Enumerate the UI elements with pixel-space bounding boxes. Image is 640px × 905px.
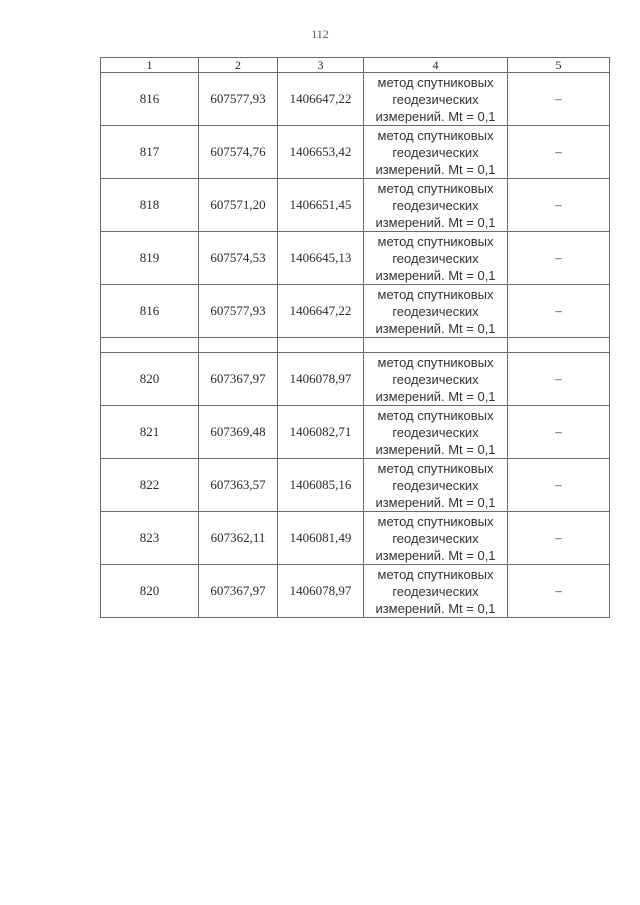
method-line: геодезических	[392, 477, 479, 493]
y-coordinate-cell: 1406647,22	[278, 285, 364, 338]
method-cell	[364, 512, 508, 565]
note-cell: –	[508, 406, 610, 459]
method-line: измерений. Mt = 0,1	[375, 547, 496, 563]
y-coordinate-cell: 1406653,42	[278, 126, 364, 179]
spacer-cell	[508, 338, 610, 353]
method-cell	[364, 406, 508, 459]
spacer-cell	[278, 338, 364, 353]
y-coordinate-cell: 1406078,97	[278, 353, 364, 406]
method-line: геодезических	[392, 583, 479, 599]
table-row	[101, 512, 610, 565]
y-coordinate-cell: 1406081,49	[278, 512, 364, 565]
method-line: измерений. Mt = 0,1	[375, 441, 496, 457]
note-cell: –	[508, 565, 610, 618]
method-line: измерений. Mt = 0,1	[375, 600, 496, 616]
note-cell: –	[508, 353, 610, 406]
method-line: метод спутниковых	[377, 354, 494, 370]
note-cell: –	[508, 126, 610, 179]
column-header-2: 2	[199, 58, 278, 73]
column-header-5: 5	[508, 58, 610, 73]
note-cell: –	[508, 232, 610, 285]
x-coordinate-cell: 607367,97	[199, 353, 278, 406]
point-number-cell: 821	[101, 406, 199, 459]
method-line: геодезических	[392, 303, 479, 319]
method-line: измерений. Mt = 0,1	[375, 320, 496, 336]
method-line: измерений. Mt = 0,1	[375, 494, 496, 510]
method-cell	[364, 285, 508, 338]
method-cell	[364, 126, 508, 179]
method-line: геодезических	[392, 91, 479, 107]
spacer-row	[101, 338, 610, 353]
method-cell	[364, 179, 508, 232]
x-coordinate-cell: 607571,20	[199, 179, 278, 232]
method-cell	[364, 565, 508, 618]
x-coordinate-cell: 607577,93	[199, 285, 278, 338]
y-coordinate-cell: 1406647,22	[278, 73, 364, 126]
x-coordinate-cell: 607363,57	[199, 459, 278, 512]
spacer-cell	[101, 338, 199, 353]
y-coordinate-cell: 1406082,71	[278, 406, 364, 459]
method-cell	[364, 459, 508, 512]
method-line: измерений. Mt = 0,1	[375, 161, 496, 177]
note-cell: –	[508, 459, 610, 512]
method-cell	[364, 353, 508, 406]
x-coordinate-cell: 607574,76	[199, 126, 278, 179]
point-number-cell: 820	[101, 565, 199, 618]
method-line: метод спутниковых	[377, 74, 494, 90]
point-number-cell: 816	[101, 73, 199, 126]
column-header-3: 3	[278, 58, 364, 73]
table-row	[101, 406, 610, 459]
point-number-cell: 818	[101, 179, 199, 232]
x-coordinate-cell: 607362,11	[199, 512, 278, 565]
note-cell: –	[508, 179, 610, 232]
method-line: метод спутниковых	[377, 513, 494, 529]
table-row	[101, 73, 610, 126]
note-cell: –	[508, 512, 610, 565]
method-line: метод спутниковых	[377, 127, 494, 143]
y-coordinate-cell: 1406651,45	[278, 179, 364, 232]
x-coordinate-cell: 607577,93	[199, 73, 278, 126]
method-line: геодезических	[392, 197, 479, 213]
table-header-row	[101, 58, 610, 73]
column-header-4: 4	[364, 58, 508, 73]
method-line: метод спутниковых	[377, 233, 494, 249]
method-line: геодезических	[392, 144, 479, 160]
method-line: метод спутниковых	[377, 566, 494, 582]
point-number-cell: 823	[101, 512, 199, 565]
point-number-cell: 822	[101, 459, 199, 512]
coordinates-table	[100, 57, 610, 618]
method-cell	[364, 232, 508, 285]
note-cell: –	[508, 73, 610, 126]
point-number-cell: 817	[101, 126, 199, 179]
spacer-cell	[364, 338, 508, 353]
table-row	[101, 179, 610, 232]
method-line: измерений. Mt = 0,1	[375, 214, 496, 230]
method-line: геодезических	[392, 371, 479, 387]
method-line: метод спутниковых	[377, 286, 494, 302]
method-line: измерений. Mt = 0,1	[375, 388, 496, 404]
table-row	[101, 459, 610, 512]
note-cell: –	[508, 285, 610, 338]
method-line: геодезических	[392, 530, 479, 546]
x-coordinate-cell: 607369,48	[199, 406, 278, 459]
point-number-cell: 816	[101, 285, 199, 338]
method-line: метод спутниковых	[377, 180, 494, 196]
y-coordinate-cell: 1406078,97	[278, 565, 364, 618]
point-number-cell: 819	[101, 232, 199, 285]
x-coordinate-cell: 607574,53	[199, 232, 278, 285]
method-line: геодезических	[392, 424, 479, 440]
table-row	[101, 565, 610, 618]
table-row	[101, 285, 610, 338]
method-line: геодезических	[392, 250, 479, 266]
method-line: измерений. Mt = 0,1	[375, 267, 496, 283]
page-number: 112	[311, 27, 329, 41]
point-number-cell: 820	[101, 353, 199, 406]
method-cell	[364, 73, 508, 126]
y-coordinate-cell: 1406645,13	[278, 232, 364, 285]
method-line: метод спутниковых	[377, 407, 494, 423]
method-line: метод спутниковых	[377, 460, 494, 476]
table-row	[101, 126, 610, 179]
spacer-cell	[199, 338, 278, 353]
table-row	[101, 232, 610, 285]
y-coordinate-cell: 1406085,16	[278, 459, 364, 512]
table-row	[101, 353, 610, 406]
method-line: измерений. Mt = 0,1	[375, 108, 496, 124]
column-header-1: 1	[101, 58, 199, 73]
x-coordinate-cell: 607367,97	[199, 565, 278, 618]
